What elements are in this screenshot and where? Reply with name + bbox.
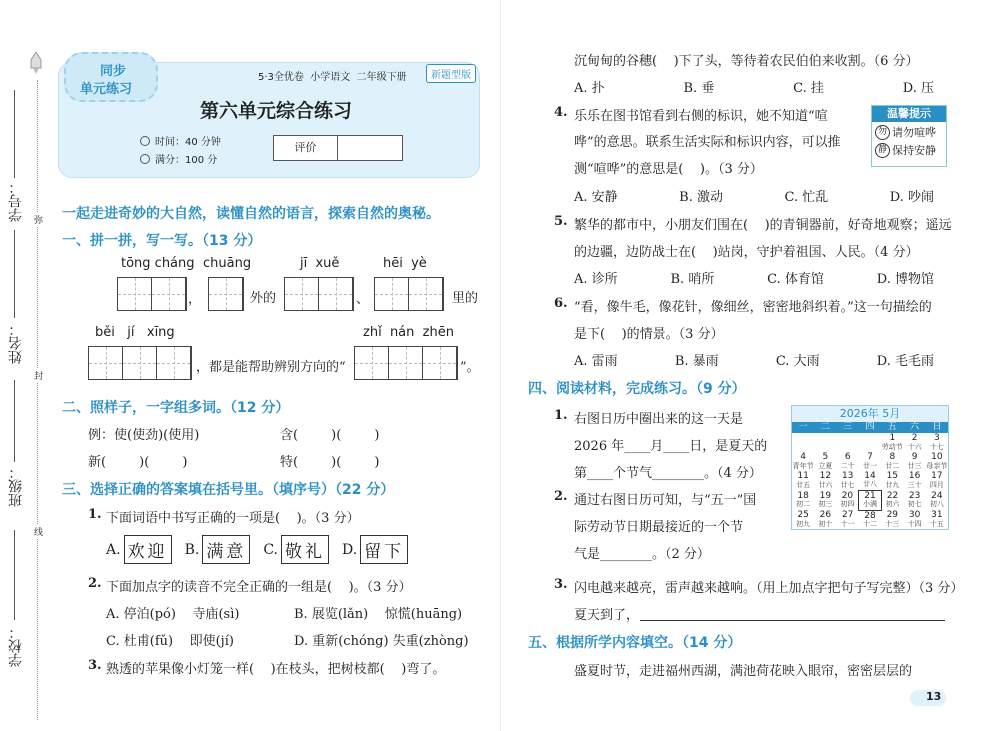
q1-opt-c[interactable]: 敬礼 [281,535,329,564]
calendar-day-number: 24 [931,490,943,501]
q6-opt-a[interactable]: A. 雷雨 [574,354,618,369]
label-xian: 线 [34,525,43,538]
calendar-day-number: 23 [908,490,921,501]
q3-continued: 沉甸甸的谷穗( )下了头，等待着农民伯伯来收割。（6 分） [574,54,919,69]
grid-heiye[interactable] [374,277,444,311]
q4-line3: 测“喧哗”的意思是( )。（3 分） [574,162,763,177]
s5-text: 盛夏时节，走进福州西湖，满池荷花映入眼帘，密密层层的 [574,664,913,679]
comma-1: ， [188,292,202,307]
calendar-day-number: 27 [841,510,854,521]
calendar-day-lunar: 廿五 [796,480,811,489]
calendar-day [881,433,903,452]
calendar-day-number: 28 [864,510,876,521]
q3-opt-c[interactable]: C. 挂 [793,81,824,96]
calendar-day-lunar: 初四 [840,500,855,509]
grid-chuang[interactable] [208,277,244,311]
page-number: 13 [926,690,942,703]
r3-answer-line[interactable] [640,620,945,621]
calendar-day-number: 29 [886,510,899,521]
s2-example: 例：使(使劲)(使用) [88,428,200,443]
calendar-day [837,433,859,452]
s5-title: 五、根据所学内容填空。（14 分） [528,635,742,651]
q1-number: 1. [88,507,102,522]
calendar-day [792,471,814,490]
label-banji: 班级： [8,465,24,507]
q6-opt-b[interactable]: B. 暴雨 [674,354,719,369]
calendar-day [814,471,836,490]
s2-title: 二、照样子，一字组多词。（12 分） [62,400,290,416]
calendar-day [859,433,881,452]
q2-opt-c[interactable]: C. 杜甫(fǔ) 即使(jí) [106,634,234,649]
header-full: 满分：100 分 [155,155,218,166]
calendar-week-row [792,471,948,490]
calendar-day-number: 26 [819,510,832,521]
calendar-day-number: 22 [886,490,899,501]
calendar-day [926,471,948,490]
calendar-day-lunar: 廿三 [907,461,922,470]
calendar-day [859,510,881,529]
calendar-day-number: 10 [931,452,943,463]
calendar-day-lunar: 三十 [907,480,922,489]
calendar-day-number: 14 [864,471,876,481]
calendar-day-lunar: 初七 [907,500,922,509]
q3-opt-b[interactable]: B. 垂 [683,81,715,96]
q5-options[interactable] [574,268,934,287]
q3-opt-d[interactable]: D. 压 [902,81,934,96]
calm-icon: 静 [875,143,890,158]
calendar-day-number: 18 [797,490,809,501]
py-zhinanzhen: zhǐ nán zhēn [363,325,454,340]
q5-line2: 的边疆，边防战士在( )站岗，守护着祖国、人民。（4 分） [574,245,919,260]
q1-text: 下面词语中书写正确的一项是( )。（3 分） [106,511,360,526]
q3-number: 3. [88,658,102,673]
calendar-day [926,452,948,471]
q1-options [106,535,408,564]
calendar-day [881,471,903,490]
calendar-day [837,490,859,510]
calendar-day-lunar: 十一 [840,519,855,528]
line-xingming [14,230,15,318]
q1-opt-c-letter: C. [263,541,278,558]
calendar-day [903,490,925,510]
calendar-week-row [792,490,948,510]
calendar-day-number: 13 [841,471,854,482]
page-spine [500,0,501,731]
calendar-day-number: 21 [864,490,876,501]
calendar-day-number: 16 [908,471,921,482]
tip-sign [871,105,947,167]
wd: 二 [820,422,830,432]
q4-line1: 乐乐在图书馆看到右侧的标识，她不知道“喧 [574,109,828,124]
calendar-day [792,490,814,510]
calendar-day [792,433,814,452]
calendar-day [859,490,881,510]
r1-line1: 右图日历中圈出来的这一天是 [574,412,744,427]
calendar-day-lunar: 廿七 [840,480,855,489]
wd: 一 [798,422,808,432]
line-banji [14,380,15,462]
clock-icon [140,136,150,146]
label-mi: 弥 [34,213,43,226]
s1-title: 一、拼一拼，写一写。（13 分） [62,233,262,249]
header-series: 5·3全优卷 小学语文 二年级下册 [258,72,407,83]
q5-line1: 繁华的都市中，小朋友们围在( )的青铜器前，好奇地观察；遥远 [574,218,952,233]
calendar-day-number: 3 [933,433,940,444]
calendar-day-number: 4 [800,452,806,463]
q5-opt-d[interactable]: D. 博物馆 [876,272,934,287]
wd: 五 [887,422,897,432]
q6-line2: 是下( )的情景。（3 分） [574,327,724,342]
calendar-day-lunar: 青年节 [792,461,814,470]
calendar-weekdays [792,422,948,433]
calendar-day-lunar: 母亲节 [926,461,948,470]
calendar-day [814,490,836,510]
calendar-day [881,490,903,510]
r2-line1: 通过右图日历可知，与“五一”国 [574,493,757,508]
tip1-text: 请勿喧哗 [892,126,936,139]
q5-opt-c[interactable]: C. 体育馆 [767,272,824,287]
calendar-day [926,490,948,510]
calendar-day-lunar: 初三 [818,500,833,509]
tip-line2 [872,140,946,158]
q5-opt-b[interactable]: B. 哨所 [670,272,715,287]
calendar-day-lunar: 十七 [929,442,944,451]
badge-line1: 同步 [100,64,127,79]
s3-title: 三、选择正确的答案填在括号里。（填序号）（22 分） [62,482,395,498]
badge-line2: 单元练习 [80,82,133,97]
calendar-day-lunar: 廿九 [885,480,900,489]
label-xuehao: 学号： [8,180,24,222]
q6-options[interactable] [574,350,934,369]
label-feng: 封 [34,369,43,382]
wd: 六 [910,422,920,432]
r2-line2: 际劳动节日期最接近的一个节 [574,520,744,535]
calendar-day-lunar: 初八 [929,500,944,509]
calendar-day [926,510,948,529]
calendar-day-lunar: 廿二 [885,461,900,470]
r3-number: 3. [554,577,568,592]
calendar [791,405,949,530]
r1-line3[interactable]: 第____个节气________。（4 分） [574,466,762,481]
calendar-day-lunar: 十六 [907,442,922,451]
s2-xin[interactable]: 新( )( ) [88,455,188,470]
calendar-day-number: 9 [911,452,918,463]
q1-opt-d[interactable]: 留下 [360,535,408,564]
q3-options[interactable] [574,77,934,96]
grid-beijixing[interactable] [88,346,192,380]
calendar-day-number: 20 [841,490,854,501]
calendar-day [881,510,903,529]
header-time: 时间：40 分钟 [155,137,221,148]
r2-number: 2. [554,489,568,504]
py-beijixing: běi jí xīng [95,325,175,340]
margin-dotted-line [37,80,38,720]
calendar-day-number: 1 [889,433,896,444]
r1-line2[interactable]: 2026 年____月____日，是夏天的 [574,439,768,454]
calendar-day-lunar: 初六 [885,500,900,509]
calendar-day [837,510,859,529]
text-li: 里的 [452,291,479,306]
calendar-day [814,452,836,471]
py-jixue: jī xuě [300,256,340,271]
calendar-day [837,471,859,490]
q2-opt-b[interactable]: B. 展览(lǎn) 惊慌(huāng) [294,607,463,622]
calendar-day [859,471,881,490]
calendar-day-number: 30 [908,510,921,521]
calendar-day-lunar: 初十 [818,519,833,528]
calendar-day-number: 17 [931,471,943,482]
calendar-day [881,452,903,471]
calendar-day-lunar: 廿八 [862,480,877,489]
wd: 四 [865,422,875,432]
calendar-day-lunar: 四月 [929,480,944,489]
grid-jixue[interactable] [284,277,354,311]
calendar-day-lunar: 劳动节 [881,442,903,451]
eval-label: 评价 [274,136,338,160]
calendar-day-number: 2 [911,433,918,444]
calendar-day-lunar: 廿六 [818,480,833,489]
py-chuang: chuāng [203,256,252,271]
q1-opt-a-letter: A. [106,541,121,558]
q4-opt-c[interactable]: C. 忙乱 [784,190,829,205]
calendar-week-row [792,452,948,471]
calendar-day-number: 5 [822,452,829,463]
py-heiye: hēi yè [383,256,427,271]
q4-options[interactable] [574,186,934,205]
header-edition: 新题型版 [426,64,476,83]
quiet-icon: 勿 [875,125,890,140]
q5-opt-a[interactable]: A. 诊所 [574,272,618,287]
calendar-day [903,452,925,471]
s4-title: 四、阅读材料，完成练习。（9 分） [528,381,746,397]
intro-text: 一起走进奇妙的大自然，读懂自然的语言，探索自然的奥秘。 [62,206,440,222]
q3-opt-a[interactable]: A. 扑 [574,81,605,96]
s2-han[interactable]: 含( )( ) [280,428,380,443]
rocket-icon [30,52,42,74]
calendar-day-lunar: 十三 [885,519,900,528]
py-tongchang: tōng cháng [121,256,195,271]
q4-opt-b[interactable]: B. 激动 [679,190,723,205]
dun-1: 、 [356,292,370,307]
calendar-day-lunar: 立夏 [818,461,833,470]
q1-opt-a[interactable]: 欢迎 [124,535,172,564]
q4-line2: 哗”的意思。联系生活实际和标识内容，可以推 [574,135,841,150]
s2-te[interactable]: 特( )( ) [280,455,380,470]
r1-number: 1. [554,408,568,423]
line-xuexiao [14,530,15,620]
q1-opt-b[interactable]: 满意 [202,535,250,564]
tip-line1 [872,122,946,140]
check-icon [140,154,150,164]
calendar-day [926,433,948,452]
calendar-day [903,510,925,529]
q4-number: 4. [554,105,568,120]
calendar-day-lunar: 十五 [929,519,944,528]
calendar-day [792,452,814,471]
label-xuexiao: 学校： [8,625,24,667]
calendar-day-number: 19 [819,490,832,501]
calendar-day-lunar: 小满 [862,500,877,509]
q6-line1: “看，像牛毛，像花针，像细丝，密密地斜织着。”这一句描绘的 [574,300,932,315]
grid-tongchang[interactable] [117,277,187,311]
calendar-day-number: 6 [844,452,851,463]
q6-number: 6. [554,296,568,311]
calendar-day-lunar: 廿一 [862,461,877,470]
q6-opt-c[interactable]: C. 大雨 [775,354,820,369]
text-end: ”。 [460,360,480,375]
calendar-day-number: 11 [797,471,809,482]
calendar-title: 2026年 5月 [792,406,948,422]
wd: 日 [932,422,942,432]
q2-opt-a[interactable]: A. 停泊(pó) 寺庙(sì) [106,607,240,622]
calendar-day [837,452,859,471]
page-title: 第六单元综合练习 [200,100,353,122]
q5-number: 5. [554,214,568,229]
calendar-day [814,433,836,452]
text-wai: 外的 [250,291,277,306]
r2-line3[interactable]: 气是________。（2 分） [574,547,710,562]
calendar-day-number: 31 [931,510,943,521]
calendar-day [814,510,836,529]
calendar-day-lunar: 初九 [796,519,811,528]
line-xuehao [14,90,15,178]
calendar-day [792,510,814,529]
r3-line-start: 夏天到了， [574,608,640,623]
calendar-grid [792,422,948,529]
calendar-week-row [792,510,948,529]
r3-text: 闪电越来越亮，雷声越来越响。（用上加点字把句子写完整）（3 分） [574,581,964,596]
text-mid: ，都是能帮助辨别方向的“ [196,360,346,375]
q4-opt-d[interactable]: D. 吵闹 [889,190,934,205]
q2-number: 2. [88,576,102,591]
calendar-day-lunar: 二十 [840,461,855,470]
q4-opt-a[interactable]: A. 安静 [574,190,618,205]
grid-zhinanzhen[interactable] [354,346,458,380]
calendar-day-number: 15 [886,471,899,482]
q1-opt-d-letter: D. [341,541,358,558]
q3-text: 熟透的苹果像小灯笼一样( )在枝头，把树枝都( )弯了。 [106,662,446,677]
label-xingming: 姓名： [8,322,24,364]
tip2-text: 保持安静 [892,144,936,157]
calendar-day-number: 7 [867,452,873,463]
calendar-day-number: 12 [819,471,832,482]
q2-opt-d[interactable]: D. 重新(chóng) 失重(zhòng) [294,634,469,649]
calendar-day [859,452,881,471]
q1-opt-b-letter: B. [184,541,200,558]
calendar-week-row [792,433,948,452]
q2-text: 下面加点字的读音不完全正确的一组是( )。（3 分） [106,580,412,595]
calendar-day [903,471,925,490]
calendar-day [903,433,925,452]
calendar-day-lunar: 初二 [796,500,811,509]
calendar-day-lunar: 十二 [862,520,877,528]
tip-title: 温馨提示 [872,106,946,122]
calendar-day-number: 8 [889,452,896,463]
calendar-day-lunar: 十四 [907,519,922,528]
wd: 三 [843,422,853,432]
calendar-day-number: 25 [797,510,809,521]
q6-opt-d[interactable]: D. 毛毛雨 [876,354,934,369]
eval-box [273,135,403,161]
